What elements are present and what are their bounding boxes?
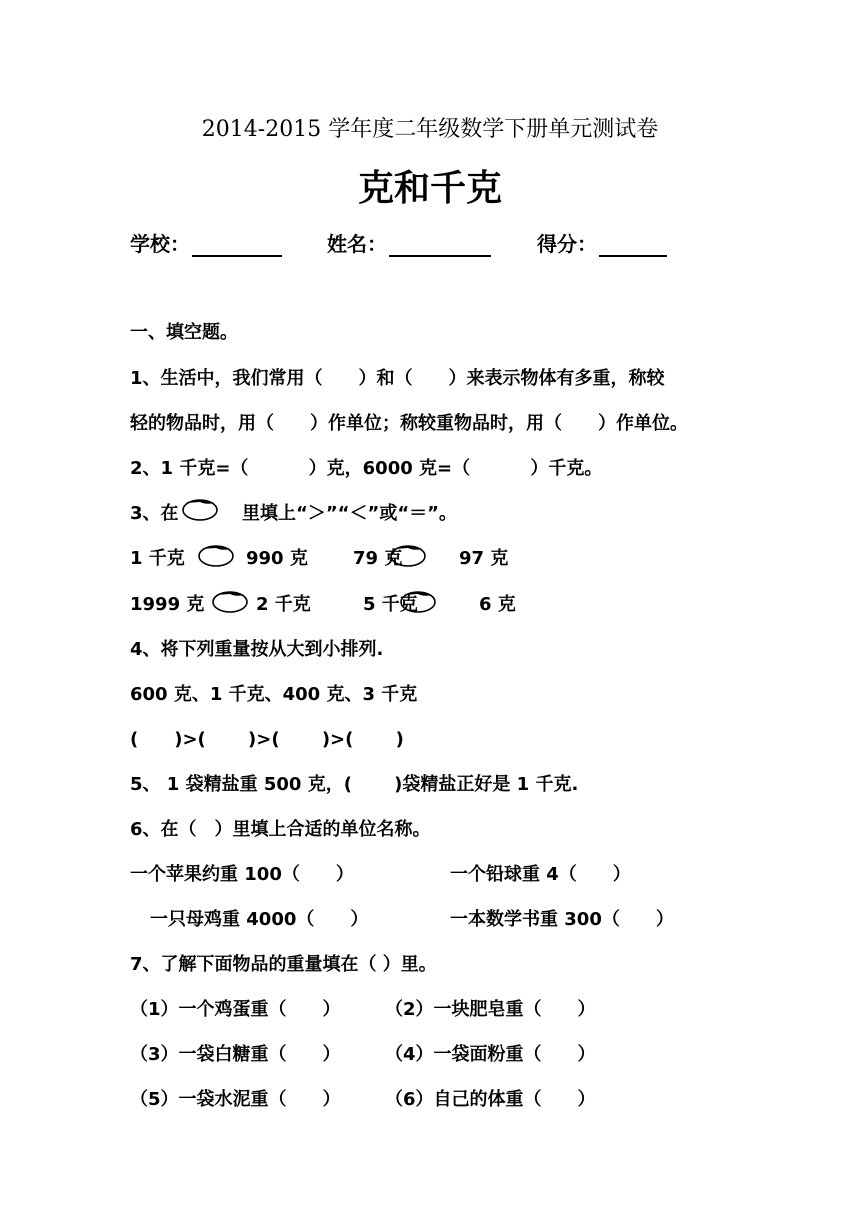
page-subtitle: 2014-2015 学年度二年级数学下册单元测试卷 <box>201 117 659 142</box>
oval-icon[interactable] <box>398 588 438 614</box>
question-1-line-1: 1、生活中，我们常用（ ）和（ ）来表示物体有多重，称较 <box>130 368 665 389</box>
question-4-items: 600 克、1 千克、400 克、3 千克 <box>130 684 418 705</box>
compare-3-right: 2 千克 <box>256 594 311 615</box>
oval-icon[interactable] <box>388 542 428 568</box>
question-7-1: （1）一个鸡蛋重（ ） <box>130 999 341 1020</box>
compare-3-left: 1999 克 <box>130 594 205 615</box>
question-5: 5、 1 袋精盐重 500 克，( )袋精盐正好是 1 千克. <box>130 774 579 795</box>
compare-1-left: 1 千克 <box>130 548 185 569</box>
oval-icon <box>180 496 220 522</box>
score-label: 得分： <box>537 232 597 256</box>
score-field <box>537 228 667 257</box>
question-7-2: （2）一块肥皂重（ ） <box>385 999 596 1020</box>
oval-icon[interactable] <box>210 588 250 614</box>
name-field <box>327 228 491 257</box>
question-7: 7、了解下面物品的重量填在（ ）里。 <box>130 954 437 975</box>
question-6-c: 一只母鸡重 4000（ ） <box>150 909 369 930</box>
compare-1-right: 990 克 <box>246 548 308 569</box>
compare-4-left: 5 千克 <box>363 594 418 615</box>
question-3-prefix: 3、在 <box>130 503 179 524</box>
question-3-text: 里填上“＞”“＜”或“＝”。 <box>242 503 457 524</box>
question-7-4: （4）一袋面粉重（ ） <box>385 1044 596 1065</box>
school-field <box>130 228 282 257</box>
oval-icon[interactable] <box>196 542 236 568</box>
question-7-5: （5）一袋水泥重（ ） <box>130 1089 341 1110</box>
school-blank[interactable] <box>192 235 282 257</box>
compare-4-right: 6 克 <box>479 594 516 615</box>
question-6-a: 一个苹果约重 100（ ） <box>130 864 354 885</box>
question-6: 6、在（ ）里填上合适的单位名称。 <box>130 819 431 840</box>
question-1-line-2: 轻的物品时，用（ ）作单位；称较重物品时，用（ ）作单位。 <box>130 413 688 434</box>
question-6-d: 一本数学书重 300（ ） <box>450 909 674 930</box>
question-4-order: ( )>( )>( )>( ) <box>130 729 404 750</box>
compare-2-left: 79 克 <box>353 548 403 569</box>
question-7-3: （3）一袋白糖重（ ） <box>130 1044 341 1065</box>
question-7-6: （6）自己的体重（ ） <box>385 1089 596 1110</box>
compare-2-right: 97 克 <box>459 548 509 569</box>
question-4: 4、将下列重量按从大到小排列. <box>130 639 384 660</box>
page-title: 克和千克 <box>357 168 502 209</box>
score-blank[interactable] <box>599 235 667 257</box>
name-label: 姓名： <box>327 232 387 256</box>
name-blank[interactable] <box>389 235 491 257</box>
school-label: 学校： <box>130 232 190 256</box>
question-6-b: 一个铅球重 4（ ） <box>450 864 631 885</box>
section-heading: 一、填空题。 <box>130 322 238 343</box>
question-2: 2、1 千克=（ ）克，6000 克=（ ）千克。 <box>130 458 603 479</box>
